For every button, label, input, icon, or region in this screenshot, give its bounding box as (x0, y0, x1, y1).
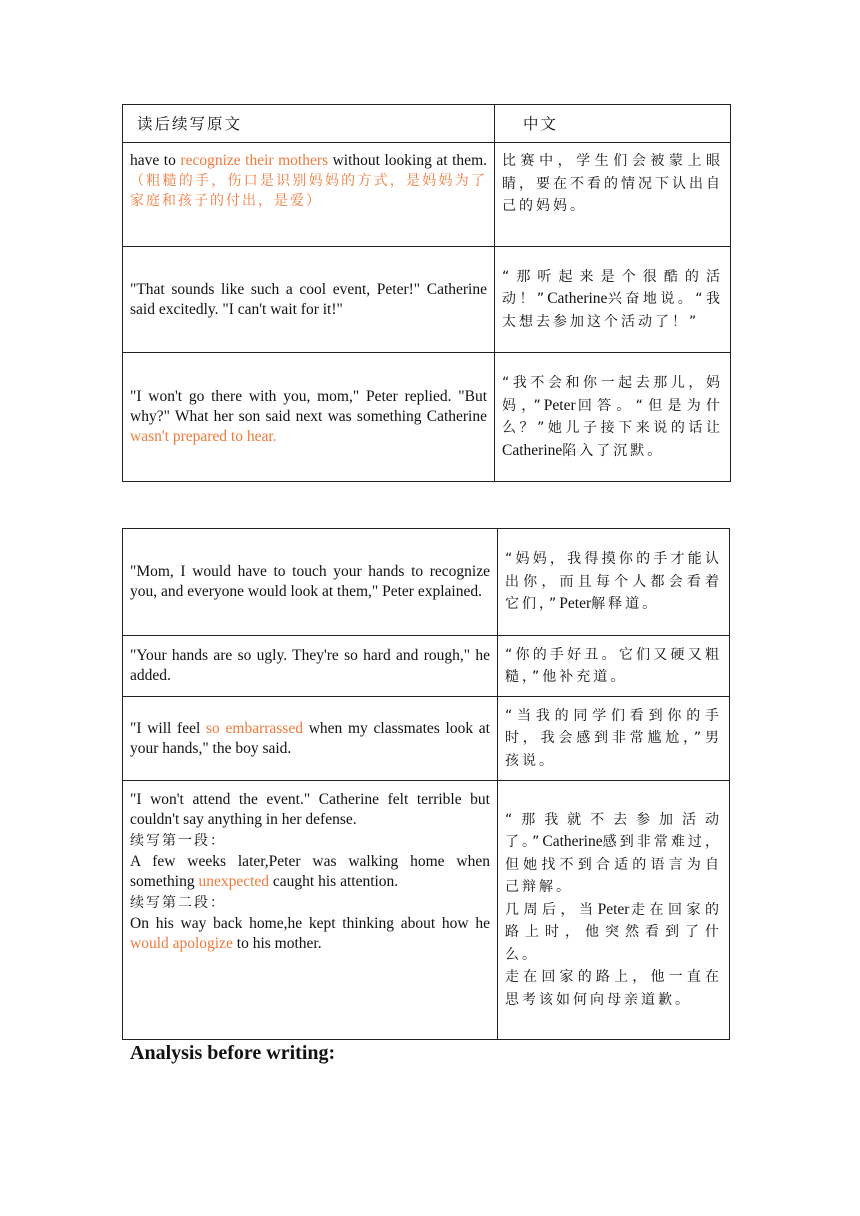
chinese-text: 回答。“但是为什么？”她儿子接下来说的话让 (502, 397, 723, 436)
chinese-cell (495, 353, 731, 482)
highlight-phrase: wasn't prepared to hear. (130, 428, 277, 445)
table-row (123, 636, 730, 697)
highlight-phrase: unexpected (198, 873, 270, 890)
highlight-phrase: so embarrassed (206, 719, 303, 737)
paragraph-label: 续写第二段： (130, 895, 226, 911)
english-text: caught his attention. (269, 873, 399, 890)
chinese-text: 解释道。 (591, 596, 660, 613)
english-text: have to (130, 152, 181, 169)
reading-continuation-table-2 (122, 528, 730, 1040)
chinese-text: 走在回家的路上时，他突然看到了什么。 (505, 901, 723, 963)
chinese-text: 陷入了沉默。 (562, 442, 665, 459)
table-row (123, 353, 731, 482)
chinese-note: （粗糙的手，伤口是识别妈妈的方式，是妈妈为了家庭和孩子的付出，是爱） (130, 173, 487, 209)
chinese-text: “那我就不去参加活动了。” (505, 811, 722, 851)
table-header-row (123, 105, 731, 143)
chinese-text: Peter (597, 900, 630, 918)
table-row (123, 529, 730, 636)
chinese-cell: 比赛中，学生们会被蒙上眼睛，要在不看的情况下认出自己的妈妈。 (495, 143, 731, 247)
english-cell: "That sounds like such a cool event, Peter!" Catherine said excitedly. "I can't wait for it!" (123, 247, 495, 353)
header-chinese: 中文 (495, 105, 731, 143)
chinese-text: 兴奋地说。“我太想去参加这个活动了！” (502, 291, 723, 330)
english-text: "I won't go there with you, mom," Peter replied. "But why?" What her son said next was something Catherine (130, 388, 487, 425)
chinese-text: Peter (543, 396, 576, 414)
english-text: A few weeks later,Peter was walking home when something (130, 853, 490, 890)
english-text: without looking at them. (328, 152, 487, 169)
chinese-text: 几周后，当 (505, 901, 598, 918)
header-original-text: 读后续写原文 (123, 105, 495, 143)
table-row (123, 697, 730, 781)
table-row (123, 781, 730, 1040)
chinese-text: Catherine (547, 290, 608, 308)
chinese-text: 走在回家的路上，他一直在思考该如何向母亲道歉。 (505, 969, 722, 1008)
chinese-text: Catherine (542, 833, 603, 851)
chinese-text: 感到非常难过，但她找不到合适的语言为自己辩解。 (505, 834, 722, 896)
chinese-text: “妈妈，我得摸你的手才能认出你，而且每个人都会看着它们，” (505, 551, 722, 613)
chinese-cell (498, 529, 730, 636)
analysis-heading: Analysis before writing: (130, 1042, 336, 1064)
english-cell (123, 143, 495, 247)
table-row (123, 247, 731, 353)
english-text: On his way back home,he kept thinking about how he (130, 915, 490, 932)
english-text: to his mother. (232, 935, 322, 952)
chinese-text: “那听起来是个很酷的活动！” (502, 268, 723, 308)
chinese-cell: “你的手好丑。它们又硬又粗糙，”他补充道。 (498, 636, 730, 697)
english-text: when my classmates look at your hands," the boy said. (130, 719, 490, 757)
chinese-cell: “当我的同学们看到你的手时，我会感到非常尴尬，”男孩说。 (498, 697, 730, 781)
table-row (123, 143, 731, 247)
english-text: "I won't attend the event." Catherine felt terrible but couldn't say anything in her defense. (130, 791, 490, 828)
paragraph-label: 续写第一段： (130, 833, 226, 849)
english-cell (123, 697, 498, 781)
highlight-phrase: recognize their mothers (180, 152, 329, 169)
highlight-phrase: would apologize (130, 935, 233, 952)
chinese-text: Catherine (502, 441, 563, 459)
english-cell: "Your hands are so ugly. They're so hard and rough," he added. (123, 636, 498, 697)
chinese-text: Peter (559, 595, 592, 613)
english-cell (123, 781, 498, 1040)
english-cell: "Mom, I would have to touch your hands to recognize you, and everyone would look at them," Peter explained. (123, 529, 498, 636)
reading-continuation-table-1 (122, 104, 731, 482)
chinese-text: “我不会和你一起去那儿，妈妈，” (502, 375, 723, 414)
chinese-cell (498, 781, 730, 1040)
english-text: "I will feel (130, 719, 206, 737)
english-cell (123, 353, 495, 482)
chinese-cell (495, 247, 731, 353)
